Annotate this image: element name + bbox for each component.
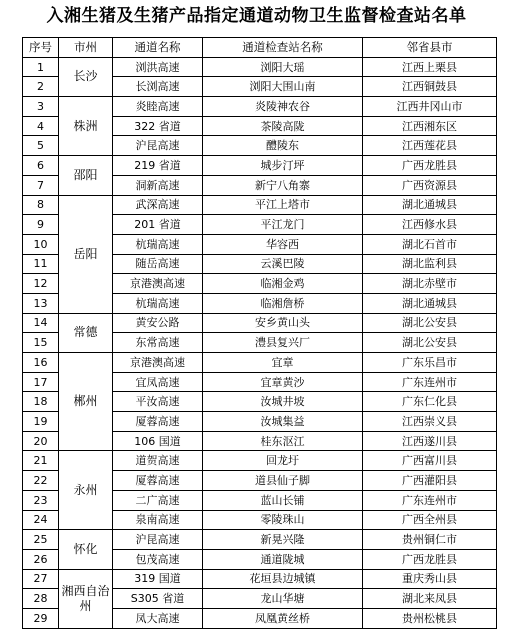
channel-cell: 武深高速 xyxy=(113,195,203,215)
neighbor-cell: 江西湘东区 xyxy=(363,116,497,136)
station-cell: 临湘金鸡 xyxy=(203,274,363,294)
header-channel: 通道名称 xyxy=(113,38,203,58)
table-row xyxy=(23,57,497,77)
channel-cell: 随岳高速 xyxy=(113,254,203,274)
station-cell: 道县仙子脚 xyxy=(203,471,363,491)
neighbor-cell: 广东连州市 xyxy=(363,372,497,392)
station-cell: 汝城井坡 xyxy=(203,392,363,412)
table-row xyxy=(23,353,497,373)
station-cell: 炎陵神农谷 xyxy=(203,97,363,117)
row-number: 24 xyxy=(23,510,59,530)
channel-cell: 106 国道 xyxy=(113,431,203,451)
city-cell: 岳阳 xyxy=(59,195,113,313)
channel-cell: 泉南高速 xyxy=(113,510,203,530)
channel-cell: 厦蓉高速 xyxy=(113,471,203,491)
neighbor-cell: 广西全州县 xyxy=(363,510,497,530)
table-row xyxy=(23,451,497,471)
header-no: 序号 xyxy=(23,38,59,58)
row-number: 14 xyxy=(23,313,59,333)
row-number: 5 xyxy=(23,136,59,156)
neighbor-cell: 江西遂川县 xyxy=(363,431,497,451)
neighbor-cell: 江西莲花县 xyxy=(363,136,497,156)
row-number: 12 xyxy=(23,274,59,294)
channel-cell: 京港澳高速 xyxy=(113,274,203,294)
neighbor-cell: 广西灌阳县 xyxy=(363,471,497,491)
channel-cell: 杭瑞高速 xyxy=(113,234,203,254)
station-cell: 浏阳大围山南 xyxy=(203,77,363,97)
neighbor-cell: 湖北通城县 xyxy=(363,195,497,215)
channel-cell: 厦蓉高速 xyxy=(113,412,203,432)
channel-cell: 长浏高速 xyxy=(113,77,203,97)
station-cell: 新晃兴隆 xyxy=(203,530,363,550)
station-cell: 新宁八角寨 xyxy=(203,175,363,195)
neighbor-cell: 广西龙胜县 xyxy=(363,549,497,569)
city-cell: 郴州 xyxy=(59,353,113,451)
channel-cell: 京港澳高速 xyxy=(113,353,203,373)
channel-cell: 洞新高速 xyxy=(113,175,203,195)
row-number: 6 xyxy=(23,156,59,176)
station-cell: 云溪巴陵 xyxy=(203,254,363,274)
row-number: 17 xyxy=(23,372,59,392)
station-cell: 桂东沤江 xyxy=(203,431,363,451)
row-number: 4 xyxy=(23,116,59,136)
station-cell: 澧县复兴厂 xyxy=(203,333,363,353)
neighbor-cell: 江西上栗县 xyxy=(363,57,497,77)
row-number: 8 xyxy=(23,195,59,215)
row-number: 9 xyxy=(23,215,59,235)
station-cell: 平江上塔市 xyxy=(203,195,363,215)
header-row xyxy=(23,38,497,58)
neighbor-cell: 湖北监利县 xyxy=(363,254,497,274)
header-city: 市州 xyxy=(59,38,113,58)
neighbor-cell: 广西龙胜县 xyxy=(363,156,497,176)
page-title: 入湘生猪及生猪产品指定通道动物卫生监督检查站名单 xyxy=(46,6,467,26)
station-cell: 龙山华塘 xyxy=(203,589,363,609)
station-cell: 宜章黄沙 xyxy=(203,372,363,392)
channel-cell: 322 省道 xyxy=(113,116,203,136)
row-number: 11 xyxy=(23,254,59,274)
row-number: 21 xyxy=(23,451,59,471)
row-number: 23 xyxy=(23,490,59,510)
header-neighbor: 邻省县市 xyxy=(363,38,497,58)
neighbor-cell: 江西铜鼓县 xyxy=(363,77,497,97)
row-number: 25 xyxy=(23,530,59,550)
city-cell: 长沙 xyxy=(59,57,113,96)
channel-cell: 201 省道 xyxy=(113,215,203,235)
station-cell: 通道陇城 xyxy=(203,549,363,569)
table-body xyxy=(23,57,497,628)
station-cell: 城步汀坪 xyxy=(203,156,363,176)
city-cell: 常德 xyxy=(59,313,113,352)
city-cell: 怀化 xyxy=(59,530,113,569)
row-number: 2 xyxy=(23,77,59,97)
channel-cell: 杭瑞高速 xyxy=(113,293,203,313)
row-number: 19 xyxy=(23,412,59,432)
row-number: 15 xyxy=(23,333,59,353)
row-number: 20 xyxy=(23,431,59,451)
station-cell: 临湘詹桥 xyxy=(203,293,363,313)
station-cell: 浏阳大瑶 xyxy=(203,57,363,77)
neighbor-cell: 湖北通城县 xyxy=(363,293,497,313)
station-cell: 零陵珠山 xyxy=(203,510,363,530)
city-cell: 永州 xyxy=(59,451,113,530)
neighbor-cell: 湖北石首市 xyxy=(363,234,497,254)
channel-cell: 东常高速 xyxy=(113,333,203,353)
station-cell: 汝城集益 xyxy=(203,412,363,432)
neighbor-cell: 江西崇义县 xyxy=(363,412,497,432)
table-row xyxy=(23,195,497,215)
station-cell: 茶陵高陇 xyxy=(203,116,363,136)
row-number: 1 xyxy=(23,57,59,77)
row-number: 27 xyxy=(23,569,59,589)
channel-cell: 219 省道 xyxy=(113,156,203,176)
channel-cell: 包茂高速 xyxy=(113,549,203,569)
station-cell: 宜章 xyxy=(203,353,363,373)
row-number: 16 xyxy=(23,353,59,373)
neighbor-cell: 广东连州市 xyxy=(363,490,497,510)
neighbor-cell: 江西井冈山市 xyxy=(363,97,497,117)
channel-cell: 宜凤高速 xyxy=(113,372,203,392)
channel-cell: 沪昆高速 xyxy=(113,136,203,156)
neighbor-cell: 湖北赤壁市 xyxy=(363,274,497,294)
neighbor-cell: 广东仁化县 xyxy=(363,392,497,412)
table-row xyxy=(23,156,497,176)
row-number: 7 xyxy=(23,175,59,195)
channel-cell: 黄安公路 xyxy=(113,313,203,333)
table-row xyxy=(23,313,497,333)
channel-cell: 道贺高速 xyxy=(113,451,203,471)
row-number: 10 xyxy=(23,234,59,254)
table-row xyxy=(23,569,497,589)
row-number: 26 xyxy=(23,549,59,569)
row-number: 29 xyxy=(23,608,59,628)
row-number: 3 xyxy=(23,97,59,117)
channel-cell: 沪昆高速 xyxy=(113,530,203,550)
channel-cell: 凤大高速 xyxy=(113,608,203,628)
neighbor-cell: 贵州铜仁市 xyxy=(363,530,497,550)
channel-cell: 浏洪高速 xyxy=(113,57,203,77)
station-cell: 平江龙门 xyxy=(203,215,363,235)
channel-cell: 二广高速 xyxy=(113,490,203,510)
neighbor-cell: 湖北公安县 xyxy=(363,333,497,353)
station-cell: 蓝山长铺 xyxy=(203,490,363,510)
station-cell: 回龙圩 xyxy=(203,451,363,471)
neighbor-cell: 贵州松桃县 xyxy=(363,608,497,628)
row-number: 13 xyxy=(23,293,59,313)
city-cell: 湘西自治州 xyxy=(59,569,113,628)
station-cell: 华容西 xyxy=(203,234,363,254)
station-cell: 花垣县边城镇 xyxy=(203,569,363,589)
neighbor-cell: 广东乐昌市 xyxy=(363,353,497,373)
table-row xyxy=(23,530,497,550)
channel-cell: 炎睦高速 xyxy=(113,97,203,117)
neighbor-cell: 重庆秀山县 xyxy=(363,569,497,589)
channel-cell: 319 国道 xyxy=(113,569,203,589)
station-cell: 醴陵东 xyxy=(203,136,363,156)
row-number: 22 xyxy=(23,471,59,491)
neighbor-cell: 湖北来凤县 xyxy=(363,589,497,609)
channel-cell: S305 省道 xyxy=(113,589,203,609)
station-cell: 凤凰黄丝桥 xyxy=(203,608,363,628)
checkpoint-table xyxy=(22,37,497,629)
row-number: 28 xyxy=(23,589,59,609)
table-row xyxy=(23,97,497,117)
city-cell: 株洲 xyxy=(59,97,113,156)
neighbor-cell: 广西富川县 xyxy=(363,451,497,471)
header-station: 通道检查站名称 xyxy=(203,38,363,58)
neighbor-cell: 江西修水县 xyxy=(363,215,497,235)
station-cell: 安乡黄山头 xyxy=(203,313,363,333)
row-number: 18 xyxy=(23,392,59,412)
neighbor-cell: 广西资源县 xyxy=(363,175,497,195)
channel-cell: 平汝高速 xyxy=(113,392,203,412)
city-cell: 邵阳 xyxy=(59,156,113,195)
neighbor-cell: 湖北公安县 xyxy=(363,313,497,333)
